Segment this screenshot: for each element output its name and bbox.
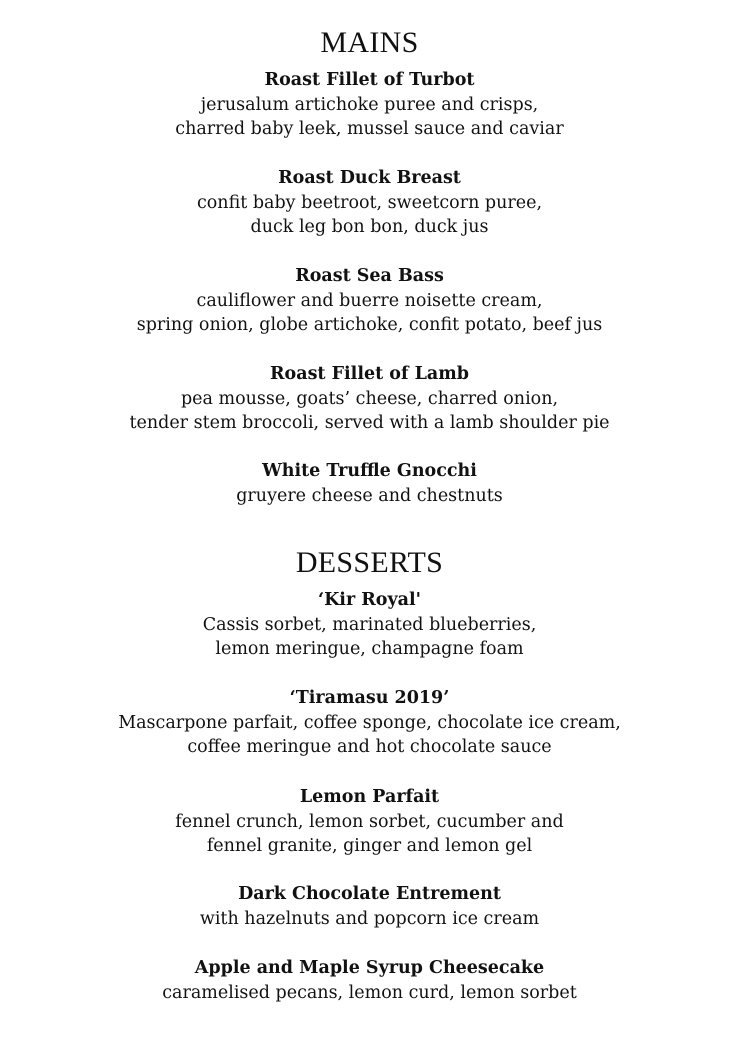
dish-description-line: fennel crunch, lemon sorbet, cucumber and bbox=[175, 811, 564, 832]
dish-kir-royal bbox=[0, 588, 739, 662]
dish-duck bbox=[0, 166, 739, 240]
dish-description-line: spring onion, globe artichoke, confit potato, beef jus bbox=[136, 315, 603, 335]
dish-description-line: confit baby beetroot, sweetcorn puree, bbox=[196, 192, 543, 213]
dish-sea-bass bbox=[0, 264, 739, 338]
section-title-mains: MAINS bbox=[320, 26, 419, 59]
dish-cheesecake bbox=[0, 956, 739, 1005]
dish-description-line: coffee meringue and hot chocolate sauce bbox=[187, 737, 552, 757]
dish-name: Roast Fillet of Lamb bbox=[270, 364, 469, 384]
dish-description-line: caramelised pecans, lemon curd, lemon sorbet bbox=[162, 982, 577, 1003]
dish-description-line: gruyere cheese and chestnuts bbox=[236, 485, 503, 506]
dish-description-line: charred baby leek, mussel sauce and caviar bbox=[175, 119, 564, 139]
dish-description-line: Mascarpone parfait, coffee sponge, chocolate ice cream, bbox=[118, 712, 621, 733]
dish-name: ‘Kir Royal' bbox=[318, 590, 421, 610]
dish-gnocchi bbox=[0, 459, 739, 508]
dish-description-line: cauliflower and buerre noisette cream, bbox=[196, 290, 543, 311]
dish-name: White Truffle Gnocchi bbox=[262, 461, 477, 481]
dish-tiramasu bbox=[0, 686, 739, 760]
desserts-section bbox=[0, 545, 739, 581]
dish-name: Apple and Maple Syrup Cheesecake bbox=[194, 958, 545, 978]
dish-description-line: Cassis sorbet, marinated blueberries, bbox=[202, 614, 537, 635]
dish-turbot bbox=[0, 68, 739, 142]
dish-description-line: with hazelnuts and popcorn ice cream bbox=[199, 908, 540, 929]
dish-description-line: tender stem broccoli, served with a lamb shoulder pie bbox=[129, 413, 610, 433]
dish-name: Roast Duck Breast bbox=[278, 168, 461, 188]
dish-description-line: fennel granite, ginger and lemon gel bbox=[206, 836, 533, 856]
dish-name: ‘Tiramasu 2019’ bbox=[289, 688, 450, 708]
mains-section bbox=[0, 25, 739, 61]
dish-lamb bbox=[0, 362, 739, 436]
dish-description-line: jerusalum artichoke puree and crisps, bbox=[200, 94, 539, 115]
dish-lemon-parfait bbox=[0, 785, 739, 859]
dish-description-line: pea mousse, goats’ cheese, charred onion, bbox=[180, 388, 559, 409]
dish-name: Roast Fillet of Turbot bbox=[264, 70, 475, 90]
dish-name: Lemon Parfait bbox=[299, 787, 440, 807]
dish-description-line: lemon meringue, champagne foam bbox=[215, 639, 524, 659]
dish-name: Dark Chocolate Entrement bbox=[238, 884, 501, 904]
section-title-desserts: DESSERTS bbox=[295, 546, 444, 579]
dish-dark-chocolate bbox=[0, 882, 739, 931]
dish-description-line: duck leg bon bon, duck jus bbox=[250, 217, 489, 237]
dish-name: Roast Sea Bass bbox=[295, 266, 444, 286]
